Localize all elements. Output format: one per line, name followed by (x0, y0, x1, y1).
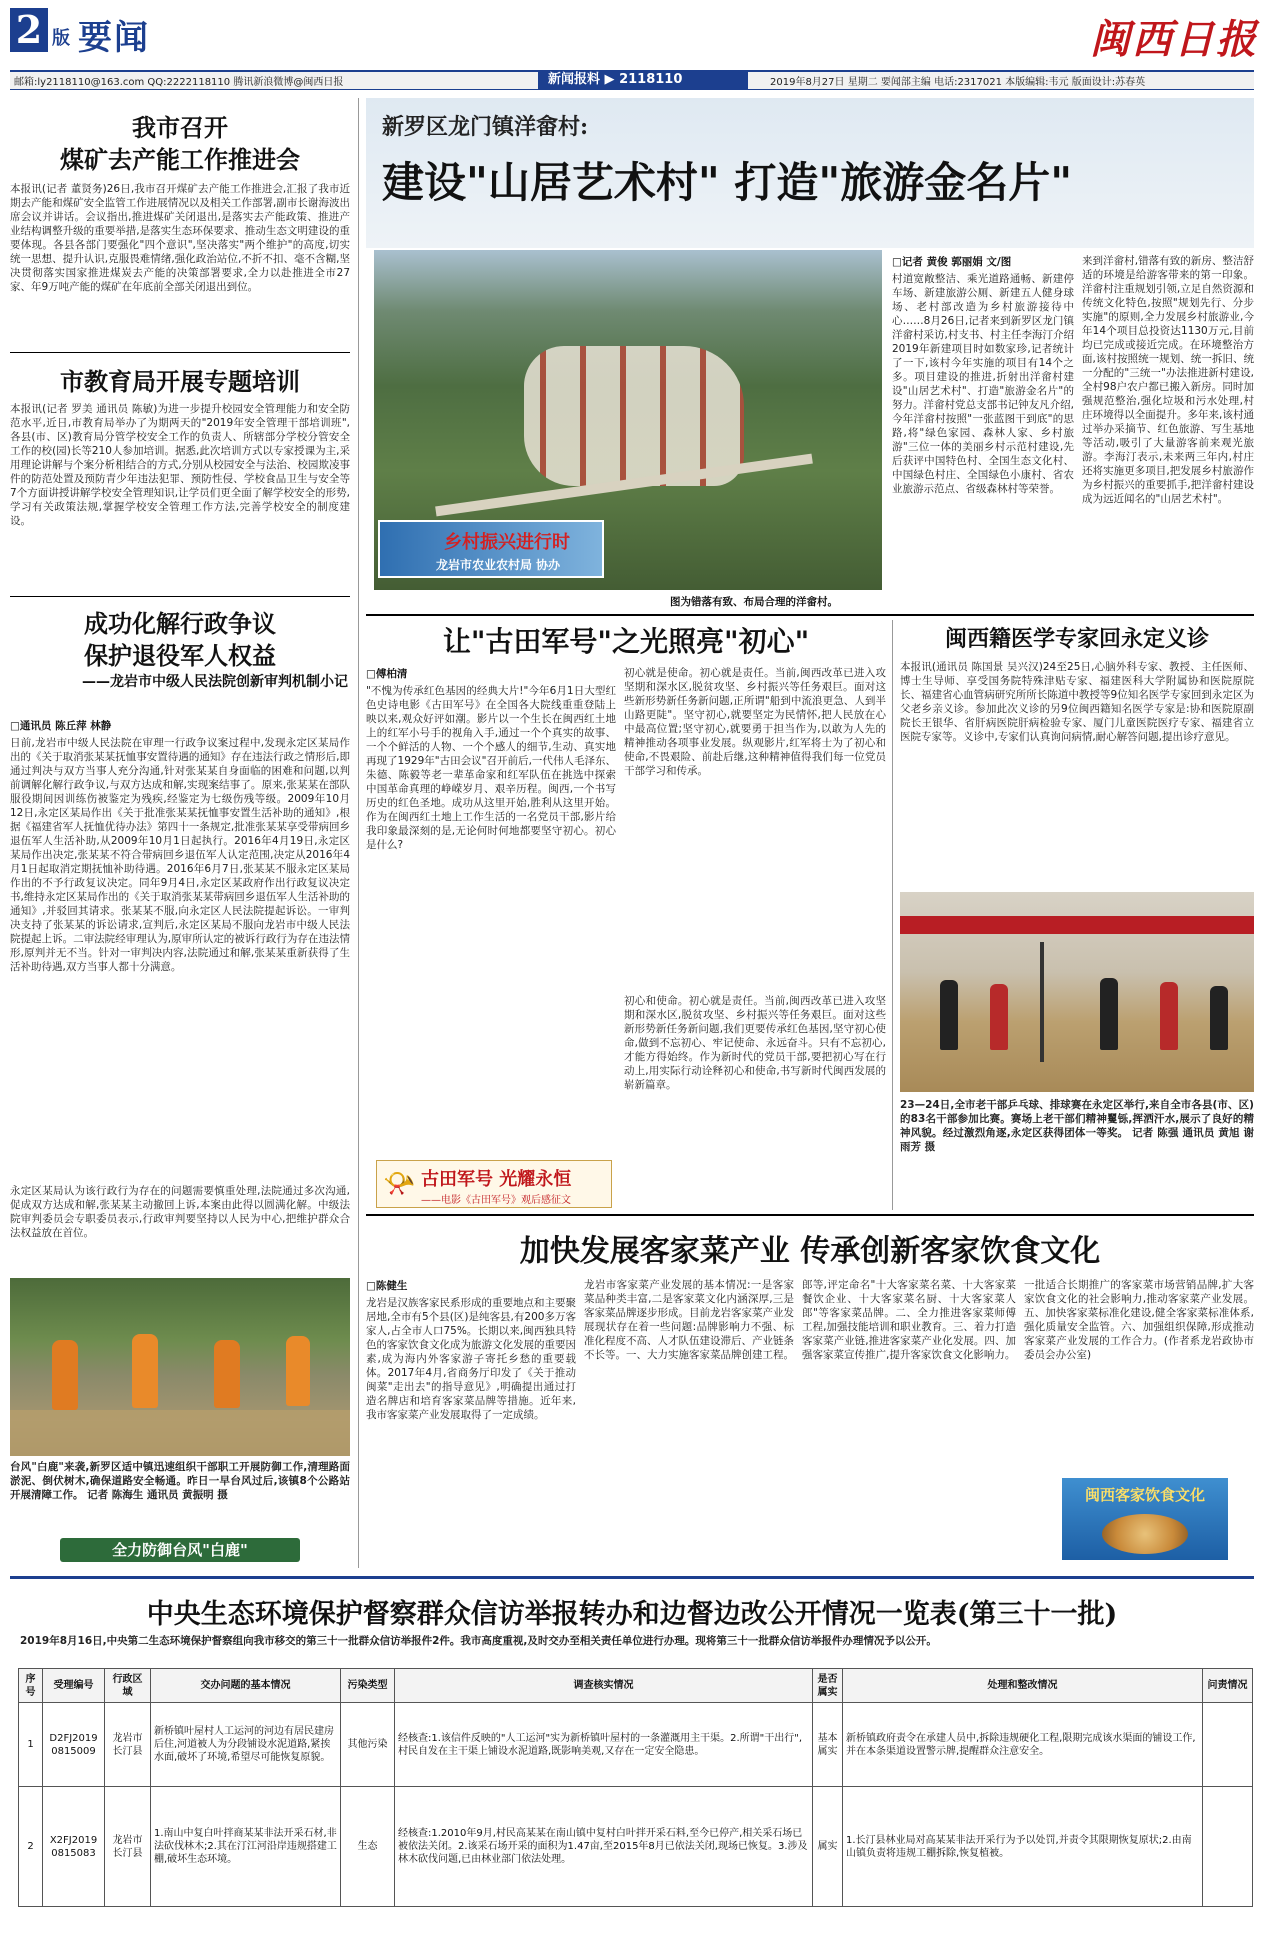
hotline-box: 新闻报料 ▶ 2118110 (538, 70, 748, 90)
volleyball-match-photo (900, 892, 1254, 1092)
badge-title: 乡村振兴进行时 (444, 532, 570, 553)
gutian-badge-title: 古田军号 光耀永恒 (421, 1169, 572, 1190)
volleyball-photo-caption: 23—24日,全市老干部乒乓球、排球赛在永定区举行,来自全市各县(市、区)的83名干部参加比赛。赛场上老干部们精神矍铄,挥洒汗水,展示了良好的精神风貌。经过激烈角逐,永定区获得团体一等奖。 记者 陈强 通讯员 黄旭 谢雨芳 摄 (900, 1099, 1254, 1153)
table-row (19, 1703, 1253, 1787)
lead-col2: 来到洋畲村,错落有致的新房、整洁舒适的环境是给游客带来的第一印象。洋畲村注重规划引领,立足自然资源和传统文化特色,按照"规划先行、分步实施"的原则,全力发展乡村旅游业,今年14个项目总投资达1130万元,目前均已完成或接近完成。在环境整治方面,该村按照统一规划、统一拆旧、统一分配的"三统一"办法推进新村建设,全村98户农户都已搬入新房。同时加强规范整治,强化垃圾和污水处理,村庄环境得以全面提升。多年来,该村通过举办采摘节、红色旅游、写生基地等活动,吸引了大量游客前来观光旅游。李海汀表示,未来两三年内,村庄还将实施更多项目,把发展乡村旅游作为乡村振兴的重要抓手,把洋畲村建设成为远近闻名的"山居艺术村"。 (1082, 255, 1254, 505)
yangshe-village-aerial-photo (374, 250, 882, 590)
cell-account (1203, 1787, 1253, 1907)
section-name: 要闻 (78, 18, 150, 58)
header-cell: 行政区域 (105, 1669, 151, 1703)
lead-headline: 建设"山居艺术村" 打造"旅游金名片" (382, 158, 1073, 207)
page-suffix: 版 (52, 28, 70, 49)
typhoon-photo-caption: 台风"白鹿"来袭,新罗区适中镇迅速组织干部职工开展防御工作,清理路面淤泥、倒伏树木,确保道路安全畅通。昨日一早台风过后,该镇8个公路站开展清障工作。 记者 陈海生 通讯员 黄振明 摄 (10, 1461, 350, 1501)
a7-col2: 龙岩市客家菜产业发展的基本情况:一是客家菜品种类丰富,二是客家菜文化内涵深厚,三是客家菜品牌逐步形成。目前龙岩客家菜产业发展现状存在着一些问题:品牌影响力不强、标准化程度不高、人才队伍建设滞后、产业链条不长等。一、大力实施客家菜品牌创建工程。 (584, 1279, 794, 1361)
a7-byline: □陈健生 (366, 1280, 408, 1292)
masthead-contact: 邮箱:ly2118110@163.com QQ:2222118110 腾讯新浪微博@闽西日报 (14, 77, 344, 88)
a5-col3: 初心和使命。初心就是责任。当前,闽西改革已进入攻坚期和深水区,脱贫攻坚、乡村振兴等任务艰巨。面对这些新形势新任务新问题,我们更要传承红色基因,坚守初心使命,做到不忘初心、牢记使命、永远奋斗。只有不忘初心,才能方得始终。作为新时代的党员干部,要把初心写在行动上,用实际行动诠释初心和使命,书写新时代闽西发展的崭新篇章。 (624, 995, 886, 1091)
page-number-badge: 2 (10, 8, 48, 52)
cell-issue: 新桥镇叶屋村人工运河的河边有居民建房后住,河道被人为分段铺设水泥道路,紧挨水面,破坏了环境,希望尽可能恢复原貌。 (151, 1703, 341, 1787)
a7-col1: 龙岩是汉族客家民系形成的重要地点和主要聚居地,全市有5个县(区)是纯客县,有200多万客家人,占全市人口75%。长期以来,闽西独具特色的客家饮食文化成为旅游文化发展的重要因素,成为海内外客家游子寄托乡愁的重要载体。2017年4月,省商务厅印发了《关于推动闽菜"走出去"的指导意见》,明确提出通过打造名牌店和培育客家菜品牌等措施。近年来,我市客家菜产业发展取得了一定成绩。 (366, 1297, 576, 1421)
header-cell: 受理编号 (43, 1669, 105, 1703)
cell-account (1203, 1703, 1253, 1787)
a7-title: 加快发展客家菜产业 传承创新客家饮食文化 (519, 1234, 1101, 1269)
divider (366, 614, 1254, 616)
a7-col4: 一批适合长期推广的客家菜市场营销品牌,扩大客家饮食文化的社会影响力,推动客家菜产业发展。五、加快客家菜标准化建设,健全客家菜标准体系,强化质量安全监管。六、加强组织保障,形成推动客家菜产业发展的工作合力。(作者系龙岩政协市委员会办公室) (1024, 1279, 1254, 1361)
cell-region: 龙岩市长汀县 (105, 1703, 151, 1787)
table-section-title: 中央生态环境保护督察群众信访举报转办和边督边改公开情况一览表(第三十一批) (146, 1599, 1118, 1630)
divider (10, 596, 350, 597)
a5-col1: "不愧为传承红色基因的经典大片!"今年6月1日大型红色史诗电影《古田军号》在全国各大院线重重登陆上映以来,观众好评如潮。影片以一个生长在闽西红土地上的红军小号手的视角入手,通过一个个真实的故事、一个个鲜活的人物、一个个感人的细节,生动、真实地再现了1929年"古田会议"召开前后,一代伟人毛泽东、朱德、陈毅等老一辈革命家和红军队伍在挑选中探索中国革命真理的峥嵘岁月、艰辛历程。闽西,一个书写历史的红色圣地。成功从这里开始,胜利从这里开始。作为在闽西红土地上工作生活的一名党员干部,影片给我印象最深刻的是,无论何时何地都要坚守初心。初心是什么? (366, 685, 616, 851)
table-header-row (19, 1669, 1253, 1703)
divider (10, 352, 350, 353)
typhoon-banner: 全力防御台风"白鹿" (60, 1538, 300, 1562)
food-dish-graphic (1102, 1514, 1188, 1554)
newspaper-logo: 闽西日报 (1090, 16, 1258, 63)
hakka-food-badge (1060, 1476, 1230, 1562)
header-cell: 污染类型 (341, 1669, 395, 1703)
hotline-number: 2118110 (619, 72, 683, 87)
a3-body-continued: 永定区某局认为该行政行为存在的问题需要慎重处理,法院通过多次沟通,促成双方达成和解,张某某主动撤回上诉,本案由此得以圆满化解。中级法院审判委员会专职委员表示,行政审判要坚持以人民为中心,把维护群众合法权益放在首位。 (10, 1185, 350, 1239)
header-cell: 处理和整改情况 (843, 1669, 1203, 1703)
header-cell: 问责情况 (1203, 1669, 1253, 1703)
cell-fact: 基本属实 (813, 1703, 843, 1787)
cell-handle: 新桥镇政府责令在承建人员中,拆除违规硬化工程,限期完成该水渠面的铺设工作,并在本条渠道设置警示牌,提醒群众注意安全。 (843, 1703, 1203, 1787)
a5-title: 让"古田军号"之光照亮"初心" (442, 625, 810, 658)
section-border-top (10, 1576, 1254, 1579)
a1-title-line1: 我市召开 (132, 113, 228, 142)
badge (378, 520, 604, 578)
cell-fact: 属实 (813, 1787, 843, 1907)
divider (366, 1214, 1254, 1216)
gutian-badge-subtitle: ——电影《古田军号》观后感征文 (421, 1195, 571, 1206)
table-section-intro: 2019年8月16日,中央第二生态环境保护督察组向我市移交的第三十一批群众信访举报件2件。我市高度重视,及时交办至相关责任单位进行办理。现将第三十一批群众信访举报件办理情况予以公开。 (20, 1635, 937, 1647)
complaints-table (18, 1668, 1253, 1907)
a2-body: 本报讯(记者 罗美 通讯员 陈敏)为进一步提升校园安全管理能力和安全防范水平,近日,市教育局举办了为期两天的"2019年安全管理干部培训班",各县(市、区)教育局分管学校安全工作的负责人、所辖部分学校分管安全工作的校(园)长等210人参加培训。据悉,此次培训方式以专家授课为主,采用理论讲解与个案分析相结合的方式,分别从校园安全与法治、校园欺凌事件的防范处置及预防青少年违法犯罪、预防性侵、学校食品卫生与安全等7个方面讲授讲解学校安全管理知识,让学员们更全面了解学校安全的形势,学习有关政策法规,掌握学校安全管理工作方法,完善学校安全的制度建设。 (10, 403, 350, 527)
a3-byline: □通讯员 陈丘萍 林静 (10, 720, 112, 732)
player-figure (1100, 978, 1118, 1050)
hakka-badge-title: 闽西客家饮食文化 (1084, 1486, 1205, 1504)
a1-title-line2: 煤矿去产能工作推进会 (60, 145, 300, 174)
cell-check: 经核查:1.该信件反映的"人工运河"实为新桥镇叶屋村的一条灌溉用主干渠。2.所谓"干出行",村民自发在主干渠上铺设水泥道路,既影响美观,又存在一定安全隐患。 (395, 1703, 813, 1787)
cell-type: 生态 (341, 1787, 395, 1907)
trumpet-icon: 📯 (383, 1169, 416, 1199)
a6-title: 闽西籍医学专家回永定义诊 (944, 626, 1209, 652)
worker-figure (52, 1340, 78, 1410)
a7-col3: 郎等,评定命名"十大客家菜名菜、十大客家菜餐饮企业、十大客家菜名厨、十大客家菜人郎"等客家菜品牌。二、全力推进客家菜师傅工程,加强技能培训和职业教育。三、着力打造客家菜产业链,推进客家菜产业化发展。四、加强客家菜宣传推广,提升客家饮食文化影响力。 (802, 1279, 1016, 1361)
volleyball-net (1040, 942, 1044, 1062)
player-figure (940, 980, 958, 1050)
a5-byline: □傅柏清 (366, 668, 408, 680)
column-divider (358, 98, 359, 1568)
table-row (19, 1787, 1253, 1907)
typhoon-cleanup-photo (10, 1278, 350, 1456)
cell-check: 经核查:1.2010年9月,村民高某某在南山镇中复村白叶拌开采石料,至今已停产,相关采石场已被依法关闭。2.该采石场开采的面积为1.47亩,至2015年8月已依法关闭,现场已恢复。3.涉及林木砍伐问题,已由林业部门依法处理。 (395, 1787, 813, 1907)
cell-type: 其他污染 (341, 1703, 395, 1787)
a5-col2: 初心就是使命。初心就是责任。当前,闽西改革已进入攻坚期和深水区,脱贫攻坚、乡村振兴等任务艰巨。面对这些新形势新任务新问题,正所谓"船到中流浪更急、人到半山路更陡"。坚守初心,就要坚定为民情怀,把人民放在心中最高位置;坚守初心,就要勇于担当作为,以敢为人先的精神推动各项事业发展。纵观影片,红军将士为了初心和使命,不畏艰险、前赴后继,这种精神值得我们每一位党员干部学习和传承。 (624, 667, 886, 777)
lead-byline: □记者 黄俊 郭丽娟 文/图 (892, 256, 1012, 268)
cell-region: 龙岩市长汀县 (105, 1787, 151, 1907)
worker-figure (286, 1336, 310, 1406)
worker-figure (214, 1340, 240, 1408)
a6-body: 本报讯(通讯员 陈国景 吴兴汉)24至25日,心脑外科专家、教授、主任医师、博士生导师、享受国务院特殊津贴专家、福建医科大学附属协和医院原院长、福建省心血管病研究所所长陈道中教授等9位知名医学专家回到永定区为父老乡亲义诊。参加此次义诊的另9位闽西籍知名医学专家是:协和医院原副院长王银华、省肝病医院肝病检验专家、厦门儿童医院医疗专家、福建省立医院专家等。义诊中,专家们认真询问病情,耐心解答问题,提出诊疗意见。 (900, 661, 1254, 743)
badge-subtitle: 龙岩市农业农村局 协办 (436, 558, 561, 572)
banner-strip (900, 916, 1254, 934)
gutian-trumpet-badge (376, 1160, 612, 1208)
a3-title-line1: 成功化解行政争议 (84, 609, 276, 638)
cell-code: D2FJ2019 0815009 (43, 1703, 105, 1787)
cell-issue: 1.南山中复白叶拌商某某非法开采石材,非法砍伐林木;2.其在汀江河沿岸违规搭建工棚,破坏生态环境。 (151, 1787, 341, 1907)
a1-body: 本报讯(记者 董贤务)26日,我市召开煤矿去产能工作推进会,汇报了我市近期去产能和煤矿安全监管工作进展情况以及相关工作部署,副市长谢海波出席会议并讲话。会议指出,推进煤矿关闭退出,是落实去产能政策、推进产业结构调整升级的重要举措,是落实生态环保要求、推动生态文明建设的重要体现。各县各部门要强化"四个意识",坚决落实"两个维护"的高度,切实统一思想、提升认识,克服畏难情绪,强化政治站位,不折不扣、毫不含糊,坚决贯彻落实国家推进煤炭去产能的决策部署要求,全力以赴推进全市27家、年9万吨产能的煤矿在年底前全部关闭退出到位。 (10, 183, 350, 293)
cell-no: 1 (19, 1703, 43, 1787)
a3-subtitle: ——龙岩市中级人民法院创新审判机制小记 (82, 674, 348, 690)
a3-body: 日前,龙岩市中级人民法院在审理一行政争议案过程中,发现永定区某局作出的《关于取消张某某抚恤事安置待遇的通知》存在违法行政之情形后,即通过判决与双方当事人充分沟通,针对张某某自身面临的困难和问题,以判前调解化解行政争议,与双方达成和解,实现案结事了。原来,张某某在部队服役期间因训练伤被鉴定为残疾,经鉴定为七级伤残等级。2009年10月12日,永定区某局作出《关于批准张某某抚恤事安置生活补助的通知》,根据《福建省军人抚恤优待办法》第四十一条规定,批准张某某享受带病回乡退伍军人生活补助,从2009年10月1日起执行。2016年4月19日,永定区某局作出决定,张某某不符合带病回乡退伍军人认定范围,决定从2016年4月1日起取消定期抚恤补助待遇。2016年6月7日,张某某不服永定区某局作出的不予行政复议决定。同年9月4日,永定区某政府作出行政复议决定书,维持永定区某局作出的《关于取消张某某带病回乡退伍军人生活补助的通知》,并驳回其请求。张某某不服,向永定区人民法院提起诉讼。一审判决支持了张某某的诉讼请求,宣判后,永定区某局不服向龙岩市中级人民法院提起上诉。二审法院经审理认为,原审所认定的被诉行政行为存在违法情形,原判并无不当。针对一审判决内容,法院通过和解,张某某重新获得了生活补助待遇,双方当事人都十分满意。 (10, 737, 350, 973)
worker-figure (132, 1334, 158, 1408)
player-figure (1160, 982, 1178, 1050)
cell-handle: 1.长汀县林业局对高某某非法开采行为予以处罚,并责令其限期恢复原状;2.由南山镇负责将违规工棚拆除,恢复植被。 (843, 1787, 1203, 1907)
lead-kicker: 新罗区龙门镇洋畲村: (382, 114, 589, 140)
cell-no: 2 (19, 1787, 43, 1907)
hotline-label: 新闻报料 (548, 72, 601, 87)
player-figure (1210, 986, 1228, 1050)
column-divider (892, 620, 893, 1210)
player-figure (990, 984, 1008, 1050)
village-houses (524, 346, 744, 486)
header-cell: 是否属实 (813, 1669, 843, 1703)
header-cell: 交办问题的基本情况 (151, 1669, 341, 1703)
header-cell: 序号 (19, 1669, 43, 1703)
a3-title-line2: 保护退役军人权益 (84, 641, 276, 670)
cell-code: X2FJ2019 0815083 (43, 1787, 105, 1907)
header-cell: 调查核实情况 (395, 1669, 813, 1703)
lead-photo-caption: 图为错落有致、布局合理的洋畲村。 (670, 596, 838, 608)
lead-col1: 村道宽敞整洁、乘光道路通畅、新建停车场、新建旅游公厕、新建五人健身球场、老村部改造为乡村旅游接待中心……8月26日,记者来到新罗区龙门镇洋畲村采访,村支书、村主任李海汀介绍2019年新建项目时如数家珍,记者统计了一下,该村今年实施的项目有14个之多。项目建设的推进,折射出洋畲村建设"山居艺术村"、打造"旅游金名片"的努力。洋畲村党总支部书记钟友凡介绍,今年洋畲村按照"一张蓝图干到底"的思路,将"绿色家园、森林人家、乡村旅游"三位一体的美丽乡村示范村建设,先后获评中国特色村、全国生态文化村、中国绿色村庄、全国绿色小康村、省农业旅游示范点、省级森林村等荣誉。 (892, 273, 1074, 495)
muddy-road (10, 1410, 350, 1456)
a2-title: 市教育局开展专题培训 (60, 367, 300, 396)
masthead-date-editor: 2019年8月27日 星期二 要闻部主编 电话:2317021 本版编辑:韦元 版面设计:苏春英 (770, 77, 1146, 88)
